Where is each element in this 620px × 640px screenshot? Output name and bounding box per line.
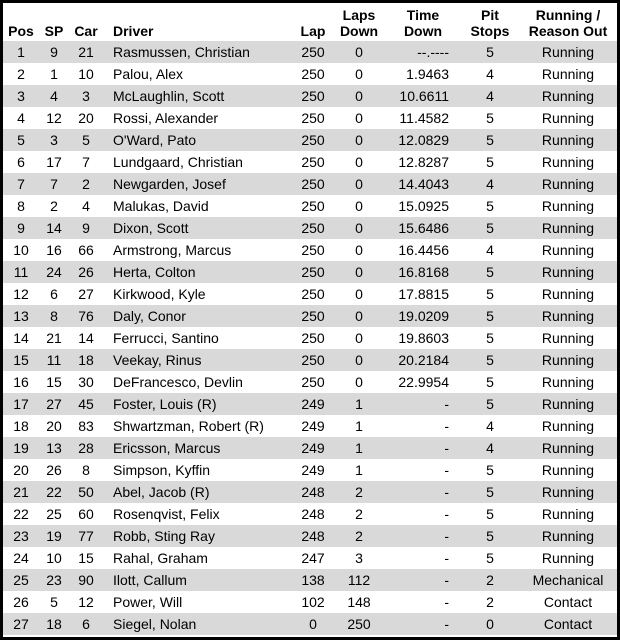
cell-position: 25 xyxy=(13,572,29,588)
cell-time-down: - xyxy=(444,462,449,478)
cell-pit-stops: 5 xyxy=(486,132,494,148)
cell-position: 20 xyxy=(13,462,29,478)
cell-car-number: 14 xyxy=(78,330,94,346)
cell-start-pos: 25 xyxy=(46,506,62,522)
cell-car-number: 10 xyxy=(78,66,94,82)
table-row xyxy=(3,283,617,305)
cell-pit-stops: 4 xyxy=(486,440,494,456)
cell-pit-stops: 5 xyxy=(486,286,494,302)
cell-lap: 250 xyxy=(301,66,325,82)
cell-start-pos: 10 xyxy=(46,550,62,566)
cell-position: 19 xyxy=(13,440,29,456)
cell-car-number: 26 xyxy=(78,264,94,280)
cell-time-down: - xyxy=(444,572,449,588)
table-header xyxy=(3,3,617,41)
cell-driver: McLaughlin, Scott xyxy=(113,88,225,104)
cell-position: 1 xyxy=(17,44,25,60)
cell-time-down: 19.8603 xyxy=(398,330,449,346)
cell-laps-down: 2 xyxy=(355,528,363,544)
cell-driver: Armstrong, Marcus xyxy=(113,242,232,258)
cell-car-number: 76 xyxy=(78,308,94,324)
cell-status: Running xyxy=(541,198,595,214)
table-row xyxy=(3,459,617,481)
cell-driver: O'Ward, Pato xyxy=(113,132,197,148)
cell-pit-stops: 5 xyxy=(486,484,494,500)
cell-status: Running xyxy=(541,418,595,434)
cell-position: 23 xyxy=(13,528,29,544)
cell-laps-down: 0 xyxy=(355,352,363,368)
cell-status: Running xyxy=(541,132,595,148)
cell-lap: 250 xyxy=(301,44,325,60)
cell-lap: 138 xyxy=(301,572,325,588)
table-row xyxy=(3,569,617,591)
table-row xyxy=(3,107,617,129)
cell-time-down: - xyxy=(444,506,449,522)
cell-lap: 248 xyxy=(301,506,325,522)
cell-time-down: 15.0925 xyxy=(398,198,449,214)
cell-driver: Dixon, Scott xyxy=(113,220,189,236)
cell-driver: Foster, Louis (R) xyxy=(113,396,217,412)
cell-driver: Rahal, Graham xyxy=(113,550,208,566)
cell-status: Running xyxy=(541,66,595,82)
cell-driver: Rossi, Alexander xyxy=(113,110,219,126)
cell-pit-stops: 5 xyxy=(486,264,494,280)
cell-car-number: 8 xyxy=(82,462,90,478)
table-row xyxy=(3,503,617,525)
cell-time-down: 1.9463 xyxy=(406,66,449,82)
cell-status: Running xyxy=(541,286,595,302)
cell-start-pos: 22 xyxy=(46,484,62,500)
table-row xyxy=(3,393,617,415)
cell-laps-down: 0 xyxy=(355,176,363,192)
cell-status: Running xyxy=(541,264,595,280)
cell-car-number: 15 xyxy=(78,550,94,566)
cell-time-down: 16.8168 xyxy=(398,264,449,280)
cell-car-number: 7 xyxy=(82,154,90,170)
cell-start-pos: 20 xyxy=(46,418,62,434)
cell-driver: Veekay, Rinus xyxy=(113,352,202,368)
cell-laps-down: 0 xyxy=(355,44,363,60)
cell-status: Running xyxy=(541,352,595,368)
cell-laps-down: 0 xyxy=(355,374,363,390)
cell-pit-stops: 5 xyxy=(486,110,494,126)
table-row xyxy=(3,173,617,195)
cell-position: 13 xyxy=(13,308,29,324)
cell-laps-down: 0 xyxy=(355,132,363,148)
cell-position: 6 xyxy=(17,154,25,170)
cell-pit-stops: 5 xyxy=(486,374,494,390)
cell-driver: Kirkwood, Kyle xyxy=(113,286,206,302)
cell-pit-stops: 2 xyxy=(486,594,494,610)
cell-position: 18 xyxy=(13,418,29,434)
cell-start-pos: 24 xyxy=(46,264,62,280)
cell-status: Running xyxy=(541,176,595,192)
cell-driver: Rasmussen, Christian xyxy=(113,44,250,60)
cell-laps-down: 0 xyxy=(355,220,363,236)
cell-driver: Simpson, Kyffin xyxy=(113,462,211,478)
cell-car-number: 50 xyxy=(78,484,94,500)
cell-pit-stops: 4 xyxy=(486,176,494,192)
cell-driver: Malukas, David xyxy=(113,198,209,214)
cell-start-pos: 8 xyxy=(50,308,58,324)
cell-position: 8 xyxy=(17,198,25,214)
table-row xyxy=(3,437,617,459)
header-time-down xyxy=(385,7,461,39)
table-row xyxy=(3,151,617,173)
cell-start-pos: 15 xyxy=(46,374,62,390)
cell-time-down: 20.2184 xyxy=(398,352,449,368)
cell-start-pos: 21 xyxy=(46,330,62,346)
cell-start-pos: 18 xyxy=(46,616,62,632)
header-status-line2: Reason Out xyxy=(528,23,608,39)
cell-time-down: 22.9954 xyxy=(398,374,449,390)
cell-pit-stops: 5 xyxy=(486,330,494,346)
cell-status: Running xyxy=(541,308,595,324)
cell-lap: 250 xyxy=(301,154,325,170)
cell-pit-stops: 5 xyxy=(486,44,494,60)
header-sp: SP xyxy=(44,23,64,39)
cell-pit-stops: 5 xyxy=(486,396,494,412)
cell-lap: 250 xyxy=(301,198,325,214)
cell-position: 9 xyxy=(17,220,25,236)
cell-pit-stops: 5 xyxy=(486,528,494,544)
cell-time-down: 10.6611 xyxy=(399,88,449,104)
cell-car-number: 5 xyxy=(82,132,90,148)
cell-pit-stops: 5 xyxy=(486,308,494,324)
cell-status: Running xyxy=(541,462,595,478)
cell-time-down: 14.4043 xyxy=(398,176,449,192)
table-row xyxy=(3,547,617,569)
cell-time-down: 16.4456 xyxy=(398,242,449,258)
cell-pit-stops: 5 xyxy=(486,154,494,170)
cell-driver: DeFrancesco, Devlin xyxy=(113,374,243,390)
cell-position: 26 xyxy=(13,594,29,610)
table-row xyxy=(3,85,617,107)
header-pit-stops-line2: Stops xyxy=(470,23,510,39)
cell-time-down: - xyxy=(444,440,449,456)
cell-position: 4 xyxy=(17,110,25,126)
cell-pit-stops: 4 xyxy=(486,88,494,104)
table-row xyxy=(3,591,617,613)
cell-status: Running xyxy=(541,528,595,544)
table-row xyxy=(3,41,617,63)
cell-car-number: 18 xyxy=(78,352,94,368)
cell-lap: 250 xyxy=(301,132,325,148)
cell-position: 15 xyxy=(13,352,29,368)
cell-time-down: 15.6486 xyxy=(398,220,449,236)
cell-start-pos: 27 xyxy=(46,396,62,412)
cell-time-down: - xyxy=(444,418,449,434)
table-row xyxy=(3,63,617,85)
cell-pit-stops: 2 xyxy=(486,572,494,588)
cell-position: 10 xyxy=(13,242,29,258)
table-row xyxy=(3,239,617,261)
cell-car-number: 20 xyxy=(78,110,94,126)
cell-start-pos: 7 xyxy=(50,176,58,192)
cell-pit-stops: 0 xyxy=(486,616,494,632)
header-laps-down-line1: Laps xyxy=(342,7,376,23)
cell-laps-down: 0 xyxy=(355,154,363,170)
cell-driver: Rosenqvist, Felix xyxy=(113,506,220,522)
cell-car-number: 3 xyxy=(82,88,90,104)
cell-status: Running xyxy=(541,550,595,566)
cell-driver: Daly, Conor xyxy=(113,308,186,324)
cell-driver: Robb, Sting Ray xyxy=(113,528,215,544)
cell-car-number: 6 xyxy=(82,616,90,632)
table-row xyxy=(3,349,617,371)
cell-start-pos: 16 xyxy=(46,242,62,258)
header-pos: Pos xyxy=(8,23,34,39)
cell-lap: 250 xyxy=(301,264,325,280)
cell-status: Running xyxy=(541,110,595,126)
cell-time-down: - xyxy=(444,594,449,610)
header-laps-down-line2: Down xyxy=(339,23,379,39)
cell-status: Running xyxy=(541,44,595,60)
cell-car-number: 12 xyxy=(78,594,94,610)
table-row xyxy=(3,415,617,437)
table-row xyxy=(3,371,617,393)
cell-lap: 250 xyxy=(301,374,325,390)
cell-position: 3 xyxy=(17,88,25,104)
cell-status: Running xyxy=(541,374,595,390)
cell-car-number: 27 xyxy=(78,286,94,302)
cell-position: 14 xyxy=(13,330,29,346)
cell-laps-down: 250 xyxy=(347,616,371,632)
cell-status: Running xyxy=(541,330,595,346)
cell-time-down: 17.8815 xyxy=(398,286,449,302)
cell-car-number: 60 xyxy=(78,506,94,522)
header-time-down-line2: Down xyxy=(403,23,443,39)
cell-car-number: 30 xyxy=(78,374,94,390)
cell-status: Running xyxy=(541,242,595,258)
cell-start-pos: 2 xyxy=(50,198,58,214)
cell-start-pos: 12 xyxy=(46,110,62,126)
header-car: Car xyxy=(74,23,98,39)
header-laps-down xyxy=(333,7,385,39)
cell-laps-down: 0 xyxy=(355,264,363,280)
cell-lap: 250 xyxy=(301,242,325,258)
cell-status: Running xyxy=(541,440,595,456)
cell-laps-down: 0 xyxy=(355,242,363,258)
cell-lap: 247 xyxy=(301,550,325,566)
cell-time-down: - xyxy=(444,616,449,632)
cell-status: Running xyxy=(541,154,595,170)
cell-pit-stops: 4 xyxy=(486,242,494,258)
cell-lap: 249 xyxy=(301,440,325,456)
cell-laps-down: 2 xyxy=(355,484,363,500)
table-row xyxy=(3,195,617,217)
cell-lap: 250 xyxy=(301,286,325,302)
cell-time-down: 11.4582 xyxy=(399,110,449,126)
cell-time-down: - xyxy=(444,484,449,500)
cell-lap: 250 xyxy=(301,220,325,236)
cell-car-number: 66 xyxy=(78,242,94,258)
cell-driver: Palou, Alex xyxy=(113,66,184,82)
header-pit-stops-line1: Pit xyxy=(481,7,499,23)
cell-time-down: --.---- xyxy=(417,44,449,60)
cell-time-down: 12.8287 xyxy=(398,154,449,170)
cell-status: Running xyxy=(541,220,595,236)
table-row xyxy=(3,481,617,503)
cell-pit-stops: 5 xyxy=(486,550,494,566)
cell-start-pos: 4 xyxy=(50,88,58,104)
cell-lap: 248 xyxy=(301,484,325,500)
cell-start-pos: 14 xyxy=(46,220,62,236)
cell-position: 27 xyxy=(13,616,29,632)
cell-start-pos: 23 xyxy=(46,572,62,588)
cell-lap: 250 xyxy=(301,88,325,104)
table-row xyxy=(3,217,617,239)
cell-position: 16 xyxy=(13,374,29,390)
cell-pit-stops: 4 xyxy=(486,418,494,434)
cell-laps-down: 1 xyxy=(355,418,363,434)
cell-lap: 0 xyxy=(309,616,317,632)
header-status-line1: Running / xyxy=(535,7,601,23)
cell-position: 24 xyxy=(13,550,29,566)
table-row xyxy=(3,525,617,547)
cell-position: 12 xyxy=(13,286,29,302)
table-row xyxy=(3,613,617,635)
cell-status: Mechanical xyxy=(532,572,604,588)
cell-lap: 250 xyxy=(301,110,325,126)
table-row xyxy=(3,261,617,283)
cell-status: Running xyxy=(541,484,595,500)
cell-laps-down: 0 xyxy=(355,110,363,126)
cell-laps-down: 0 xyxy=(355,198,363,214)
cell-car-number: 21 xyxy=(78,44,94,60)
cell-status: Running xyxy=(541,396,595,412)
cell-position: 5 xyxy=(17,132,25,148)
table-row xyxy=(3,129,617,151)
cell-time-down: 19.0209 xyxy=(398,308,449,324)
table-row xyxy=(3,305,617,327)
header-pit-stops xyxy=(461,7,519,39)
cell-driver: Power, Will xyxy=(113,594,183,610)
cell-driver: Siegel, Nolan xyxy=(113,616,197,632)
cell-lap: 249 xyxy=(301,396,325,412)
cell-driver: Ferrucci, Santino xyxy=(113,330,219,346)
cell-pit-stops: 4 xyxy=(486,66,494,82)
cell-laps-down: 2 xyxy=(355,506,363,522)
cell-start-pos: 6 xyxy=(50,286,58,302)
cell-laps-down: 1 xyxy=(355,396,363,412)
cell-time-down: 12.0829 xyxy=(398,132,449,148)
cell-pit-stops: 5 xyxy=(486,220,494,236)
cell-lap: 250 xyxy=(301,176,325,192)
cell-driver: Ilott, Callum xyxy=(113,572,187,588)
cell-start-pos: 11 xyxy=(46,352,62,368)
cell-car-number: 4 xyxy=(82,198,90,214)
cell-lap: 102 xyxy=(301,594,325,610)
cell-status: Running xyxy=(541,506,595,522)
cell-lap: 249 xyxy=(301,418,325,434)
table-row xyxy=(3,327,617,349)
cell-car-number: 77 xyxy=(78,528,94,544)
cell-car-number: 2 xyxy=(82,176,90,192)
cell-status: Contact xyxy=(543,594,593,610)
cell-laps-down: 3 xyxy=(355,550,363,566)
cell-time-down: - xyxy=(444,528,449,544)
cell-lap: 248 xyxy=(301,528,325,544)
cell-laps-down: 1 xyxy=(355,462,363,478)
cell-start-pos: 26 xyxy=(46,462,62,478)
cell-start-pos: 13 xyxy=(46,440,62,456)
cell-laps-down: 112 xyxy=(347,572,371,588)
cell-pit-stops: 5 xyxy=(486,198,494,214)
cell-position: 7 xyxy=(17,176,25,192)
cell-car-number: 28 xyxy=(78,440,94,456)
cell-laps-down: 0 xyxy=(355,88,363,104)
cell-driver: Ericsson, Marcus xyxy=(113,440,221,456)
cell-pit-stops: 5 xyxy=(486,462,494,478)
cell-laps-down: 0 xyxy=(355,66,363,82)
results-body xyxy=(3,41,617,635)
cell-position: 11 xyxy=(13,264,29,280)
cell-start-pos: 5 xyxy=(50,594,58,610)
cell-car-number: 83 xyxy=(78,418,94,434)
cell-driver: Lundgaard, Christian xyxy=(113,154,243,170)
header-time-down-line1: Time xyxy=(406,7,440,23)
cell-lap: 250 xyxy=(301,352,325,368)
cell-start-pos: 1 xyxy=(50,66,58,82)
cell-pit-stops: 5 xyxy=(486,506,494,522)
cell-driver: Herta, Colton xyxy=(113,264,196,280)
cell-lap: 250 xyxy=(301,330,325,346)
cell-position: 17 xyxy=(13,396,29,412)
cell-laps-down: 0 xyxy=(355,286,363,302)
cell-driver: Abel, Jacob (R) xyxy=(113,484,210,500)
cell-status: Running xyxy=(541,88,595,104)
cell-start-pos: 3 xyxy=(50,132,58,148)
header-lap: Lap xyxy=(300,23,326,39)
cell-position: 21 xyxy=(13,484,29,500)
cell-laps-down: 0 xyxy=(355,308,363,324)
cell-lap: 249 xyxy=(301,462,325,478)
cell-car-number: 90 xyxy=(78,572,94,588)
cell-laps-down: 148 xyxy=(347,594,371,610)
cell-laps-down: 0 xyxy=(355,330,363,346)
cell-laps-down: 1 xyxy=(355,440,363,456)
cell-lap: 250 xyxy=(301,308,325,324)
cell-position: 2 xyxy=(17,66,25,82)
cell-start-pos: 19 xyxy=(46,528,62,544)
cell-pit-stops: 5 xyxy=(486,352,494,368)
cell-car-number: 9 xyxy=(82,220,90,236)
cell-status: Contact xyxy=(543,616,593,632)
cell-driver: Shwartzman, Robert (R) xyxy=(113,418,264,434)
cell-car-number: 45 xyxy=(78,396,94,412)
cell-position: 22 xyxy=(13,506,29,522)
cell-time-down: - xyxy=(444,396,449,412)
cell-driver: Newgarden, Josef xyxy=(113,176,226,192)
header-driver: Driver xyxy=(113,23,154,39)
cell-start-pos: 17 xyxy=(46,154,62,170)
cell-time-down: - xyxy=(444,550,449,566)
header-status xyxy=(519,7,617,39)
cell-start-pos: 9 xyxy=(50,44,58,60)
